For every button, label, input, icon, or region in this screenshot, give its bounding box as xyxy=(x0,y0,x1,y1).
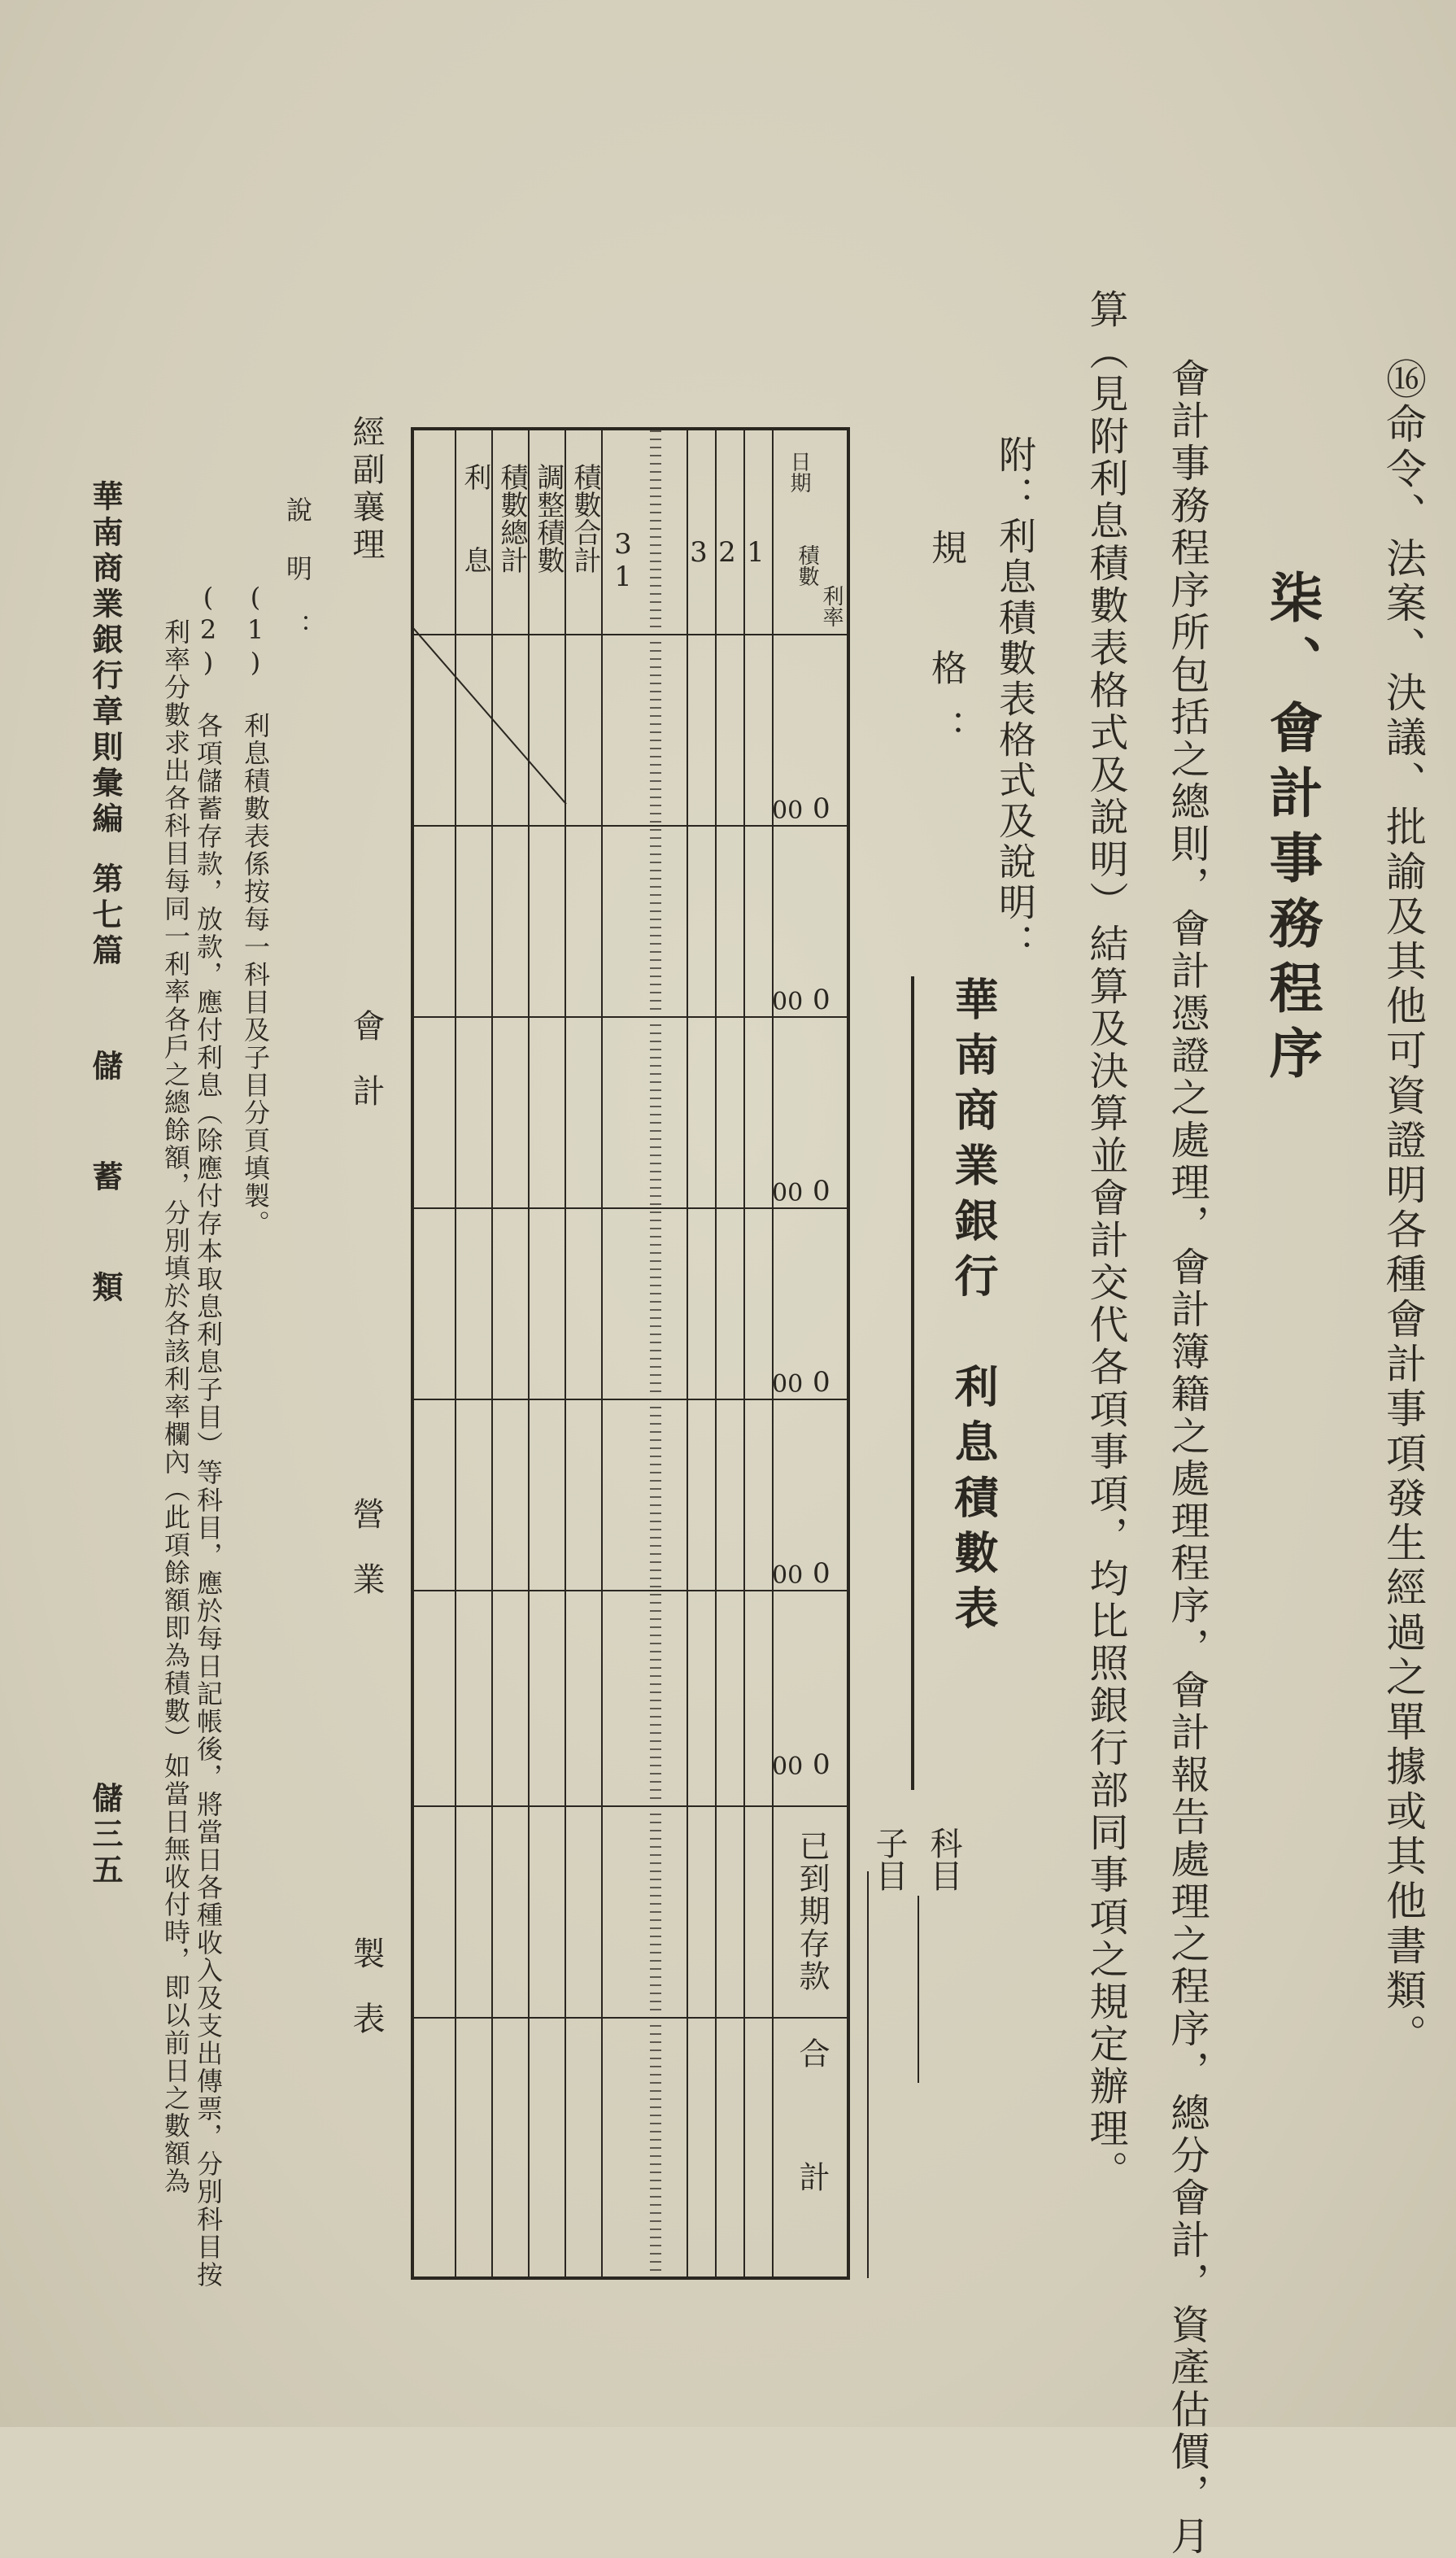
signature-accounting: 會計 xyxy=(347,1009,385,1139)
subsubject-label: 子目 xyxy=(870,1827,908,1892)
day-1: 1 xyxy=(739,536,772,569)
subsubject-line xyxy=(867,1871,869,2278)
summary-interest: 利 息 xyxy=(459,463,491,574)
rate-decimal: 00 xyxy=(772,1370,804,1399)
notes-label: 說明： xyxy=(282,496,313,672)
attachment-line: 附：利息積數表格式及說明： xyxy=(993,435,1037,964)
col-line xyxy=(687,430,688,2276)
summary-adjust: 調整積數 xyxy=(532,463,565,574)
subject-label: 科目 xyxy=(925,1827,962,1892)
deposit-column: 已到期存款 xyxy=(794,1830,830,1993)
rate-decimal: 00 xyxy=(772,1179,804,1207)
total-column: 合 計 xyxy=(794,2037,830,2192)
rate-zero: 0 xyxy=(813,792,830,825)
section-heading: 柒、會計事務程序 xyxy=(1260,570,1323,1090)
row-line xyxy=(414,1207,847,1209)
day-3: 3 xyxy=(682,536,715,569)
header-date: 日期 xyxy=(787,451,811,493)
rate-decimal: 00 xyxy=(772,1753,804,1781)
row-line xyxy=(414,1805,847,1807)
summary-total: 積數合計 xyxy=(569,463,601,574)
rate-decimal: 00 xyxy=(772,988,804,1016)
note-1: (1) 利息積數表係按每一科目及子目分頁填製。 xyxy=(240,582,271,1238)
signature-preparer: 製表 xyxy=(347,1936,385,2067)
rate-decimal: 00 xyxy=(772,797,804,825)
signature-manager: 經副襄理 xyxy=(347,415,385,565)
day-31: 31 xyxy=(607,528,639,593)
row-line xyxy=(414,825,847,827)
col-line xyxy=(491,430,493,2276)
rate-zero: 0 xyxy=(813,984,830,1016)
col-line xyxy=(601,430,603,2276)
spec-label: 規 格： xyxy=(925,529,966,770)
rate-zero: 0 xyxy=(813,1748,830,1781)
footer-book: 華南商業銀行章則彙編 xyxy=(87,480,124,838)
footer-page: 儲三五 xyxy=(87,1782,124,1889)
col-line xyxy=(715,430,717,2276)
row-line xyxy=(414,1016,847,1018)
row-line xyxy=(414,1590,847,1591)
rate-zero: 0 xyxy=(813,1175,830,1207)
footer-category: 儲 蓄 類 xyxy=(87,1050,124,1326)
summary-grand: 積數總計 xyxy=(495,463,528,574)
col-line xyxy=(743,430,745,2276)
col-line xyxy=(528,430,530,2276)
row-line xyxy=(414,2017,847,2019)
paragraph-1: 會計事務程序所包括之總則，會計憑證之處理，會計簿籍之處理程序，會計報告處理之程序，總分會計，資產估價，月 xyxy=(1164,358,1210,2558)
note-2a: (2) 各項儲蓄存款，放款，應付利息（除應付存本取息利息子目）等科目，應於每日記帳後，將當日各種收入及支出傳票，分別科目按 xyxy=(193,582,224,2289)
header-rate: 利率 xyxy=(819,585,844,627)
break-line xyxy=(650,430,661,2276)
rate-zero: 0 xyxy=(813,1557,830,1590)
col-line xyxy=(772,430,774,2276)
header-amount: 積數 xyxy=(795,544,819,587)
title-underline xyxy=(911,976,914,1790)
rate-zero: 0 xyxy=(813,1366,830,1399)
row-line xyxy=(414,634,847,635)
day-2: 2 xyxy=(711,536,743,569)
col-line xyxy=(455,430,456,2276)
footer-part: 第七篇 xyxy=(87,862,124,970)
signature-business: 營業 xyxy=(347,1497,385,1627)
rate-decimal: 00 xyxy=(772,1561,804,1590)
note-2b: 利率分數求出各科目每同一利率各戶之總餘額，分別填於各該利率欄內（此項餘額即為積數）如當日無收付時，即以前日之數額為 xyxy=(160,618,191,2195)
row-line xyxy=(414,1399,847,1400)
note-16: ⑯命令、法案、決議、批諭及其他可資證明各種會計事項發生經過之單據或其他書類。 xyxy=(1380,358,1427,2058)
paragraph-2: 算（見附利息積數表格式及說明）結算及決算並會計交代各項事項，均比照銀行部同事項之規定辦理。 xyxy=(1083,289,1128,2193)
col-line xyxy=(565,430,566,2276)
form-title: 華南商業銀行 利息積數表 xyxy=(948,976,1000,1640)
subject-line xyxy=(918,1896,919,2083)
interest-table xyxy=(411,427,850,2280)
